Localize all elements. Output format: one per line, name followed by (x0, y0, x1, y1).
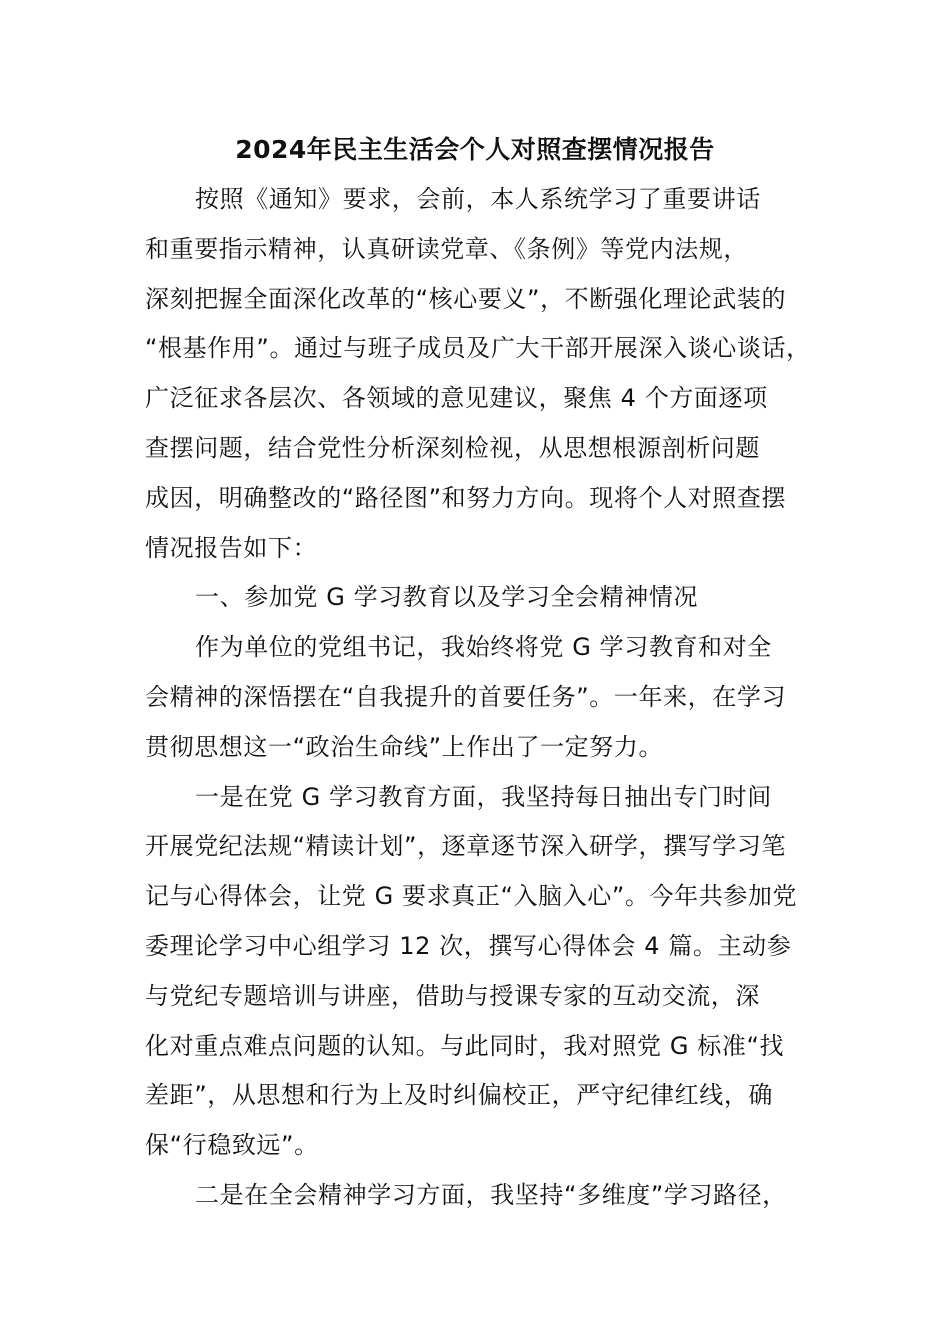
body-line: 一是在党 G 学习教育方面，我坚持每日抽出专门时间 (195, 782, 772, 811)
body-line: 深刻把握全面深化改革的“核心要义”，不断强化理论武装的 (145, 284, 787, 313)
body-line: 作为单位的党组书记，我始终将党 G 学习教育和对全 (195, 633, 772, 662)
section-heading: 一、参加党 G 学习教育以及学习全会精神情况 (195, 583, 699, 612)
body-line: 记与心得体会，让党 G 要求真正“入脑入心”。今年共参加党 (145, 882, 798, 911)
document-title: 2024年民主生活会个人对照查摆情况报告 (235, 135, 715, 164)
body-line: 开展党纪法规“精读计划”，逐章逐节深入研学，撰写学习笔 (145, 832, 787, 861)
body-line: 差距”，从思想和行为上及时纠偏校正，严守纪律红线，确 (145, 1081, 774, 1110)
body-line: 会精神的深悟摆在“自我提升的首要任务”。一年来，在学习 (145, 682, 787, 711)
body-line: 情况报告如下： (145, 533, 318, 562)
body-line: 查摆问题，结合党性分析深刻检视，从思想根源剖析问题 (145, 433, 760, 462)
body-line: 委理论学习中心组学习 12 次，撰写心得体会 4 篇。主动参 (145, 931, 792, 960)
body-line: 保“行稳致远”。 (145, 1131, 319, 1160)
document-body (145, 175, 835, 1221)
body-line: 贯彻思想这一“政治生命线”上作出了一定努力。 (145, 732, 664, 761)
body-line: 与党纪专题培训与讲座，借助与授课专家的互动交流，深 (145, 981, 760, 1010)
body-line: 化对重点难点问题的认知。与此同时，我对照党 G 标准“找 (145, 1031, 785, 1060)
body-line: 和重要指示精神，认真研读党章、《条例》等党内法规， (145, 234, 748, 263)
body-line: 成因，明确整改的“路径图”和努力方向。现将个人对照查摆 (145, 483, 787, 512)
body-line: 按照《通知》要求，会前，本人系统学习了重要讲话 (195, 185, 761, 213)
body-line: 广泛征求各层次、各领域的意见建议，聚焦 4 个方面逐项 (145, 384, 768, 413)
body-line: 二是在全会精神学习方面，我坚持“多维度”学习路径， (195, 1180, 787, 1209)
body-line: “根基作用”。通过与班子成员及广大干部开展深入谈心谈话， (145, 334, 811, 363)
